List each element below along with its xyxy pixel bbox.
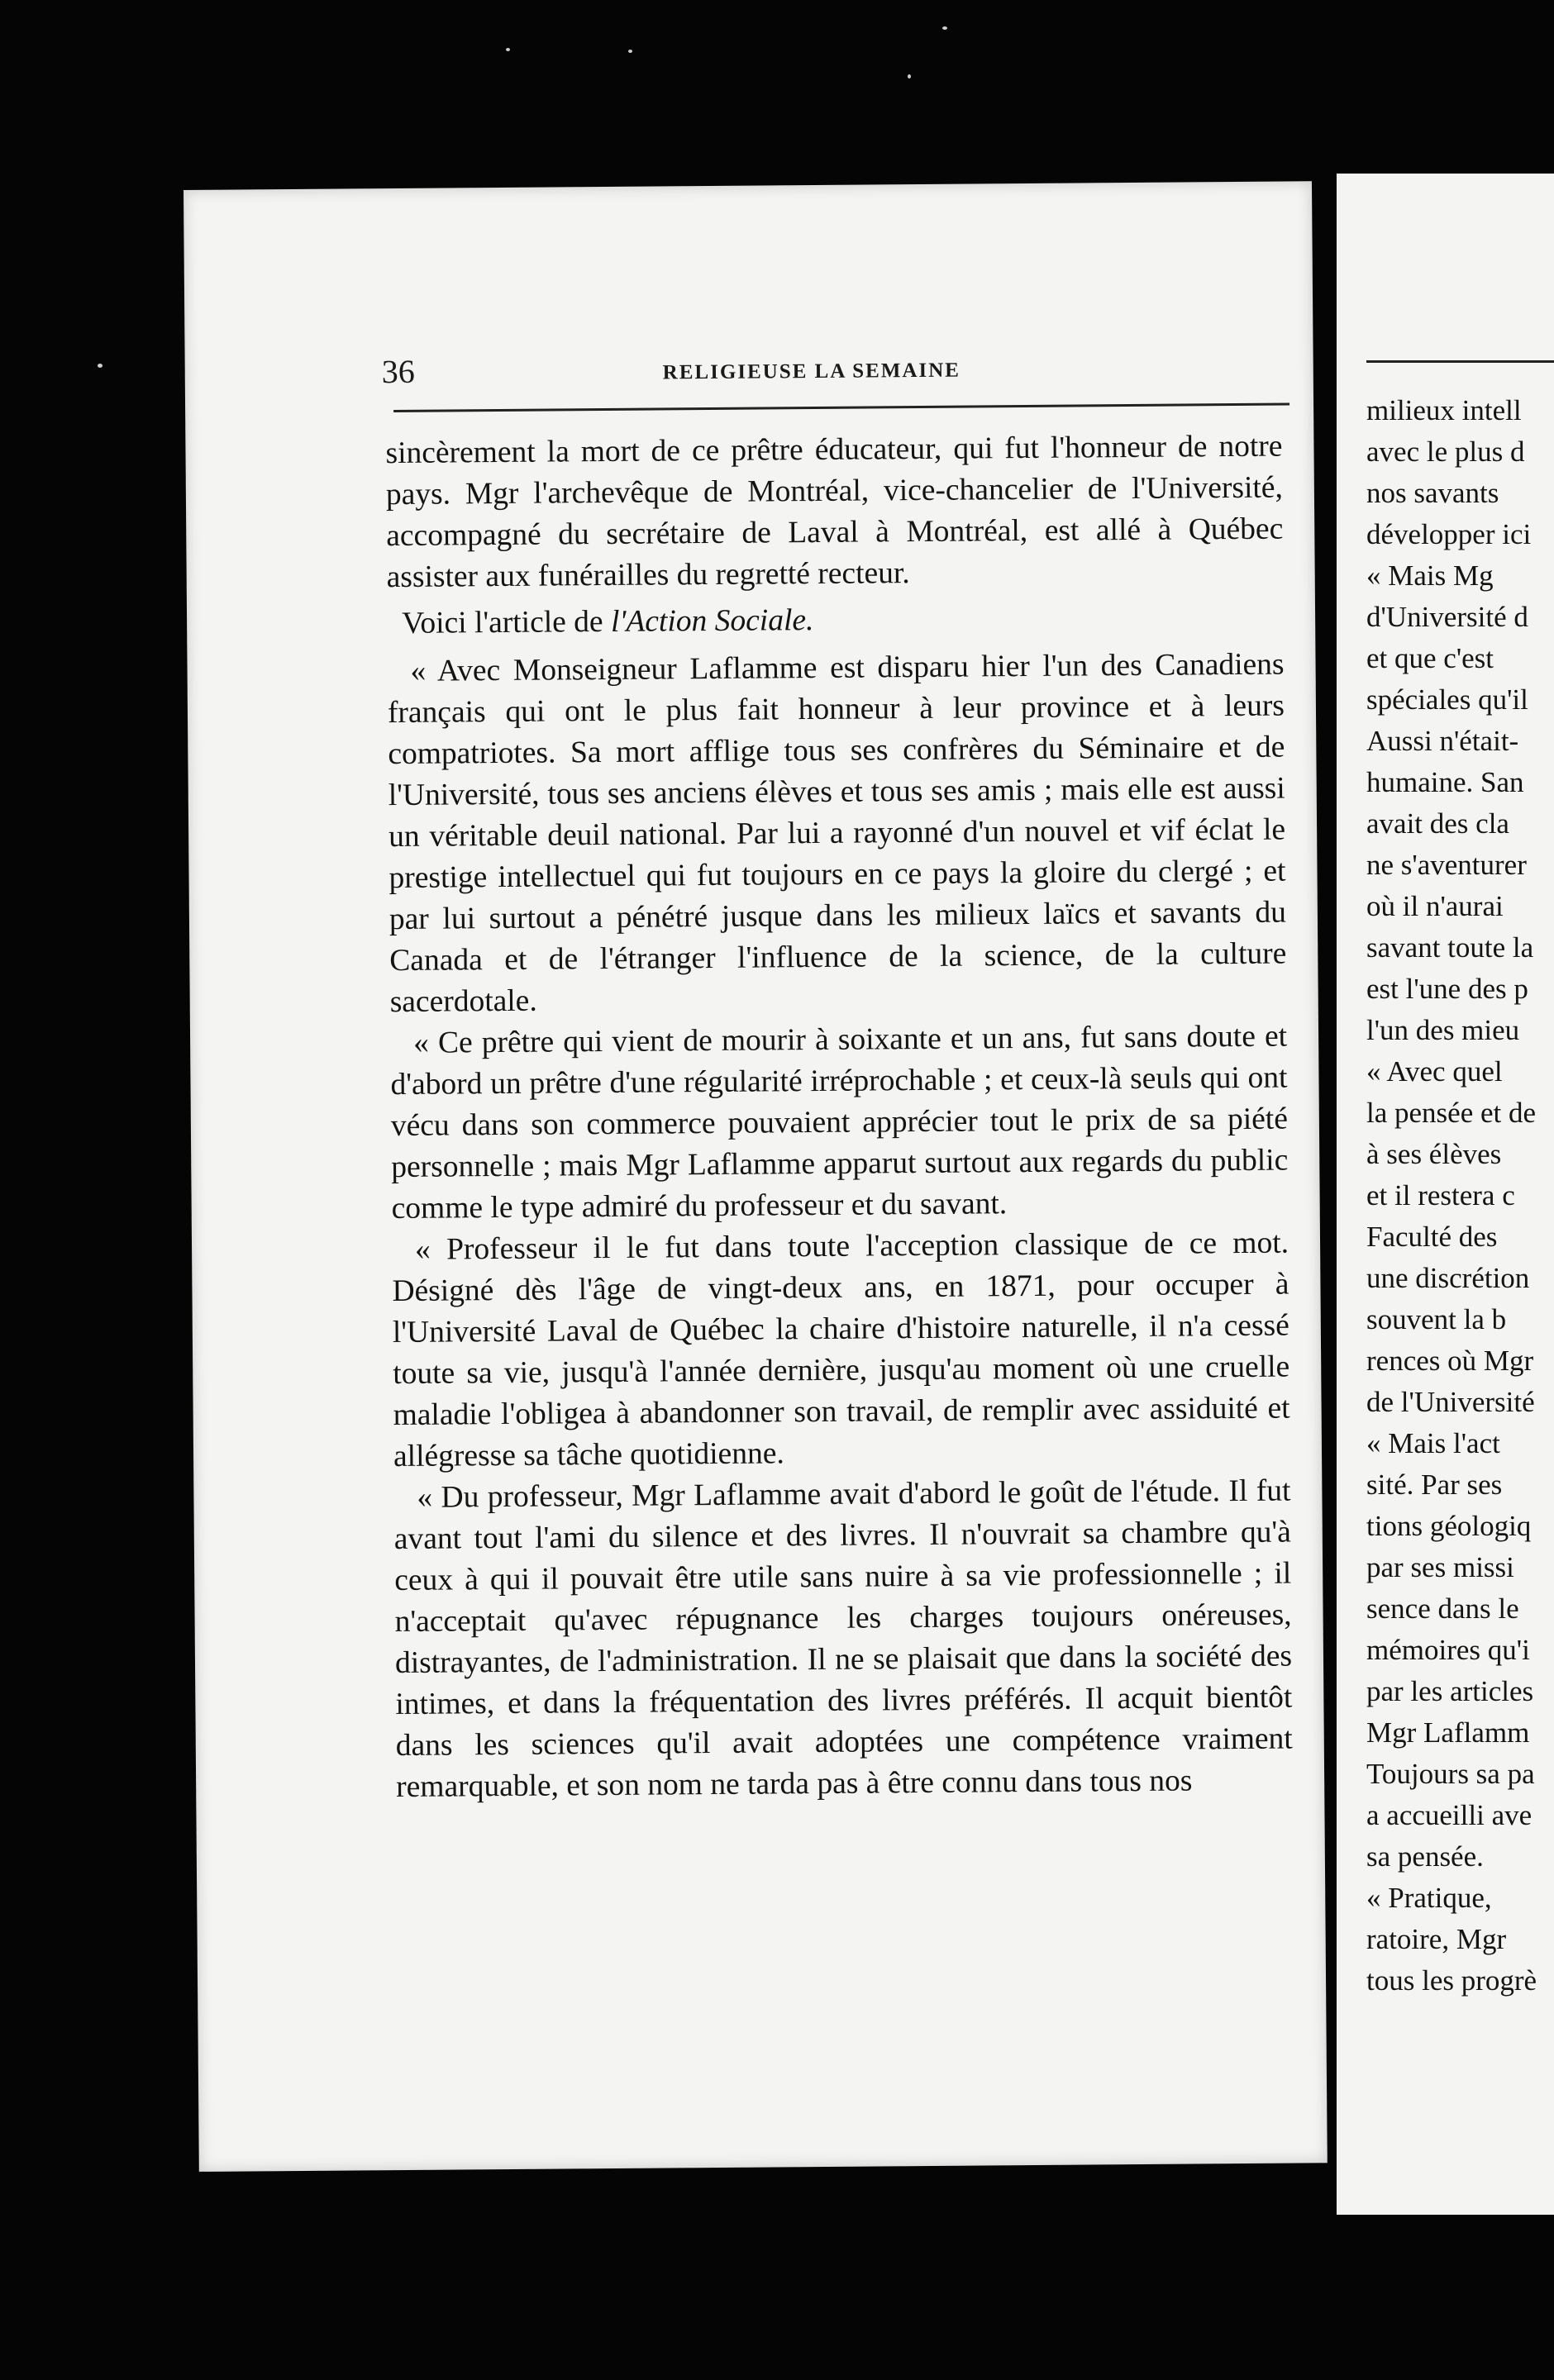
- paragraph: « Avec Monseigneur Laflamme est disparu hier l'un des Canadiens français qui ont le plus fait honneur à leur province et à leurs compatriotes. Sa mort afflige tous ses confrères du Séminaire et de l'Université, tous ses anciens élèves et tous ses amis ; mais elle est aussi un véritable deuil national. Par lui a rayonné d'un nouvel et vif éclat le prestige intellectuel qui fut toujours en ce pays la gloire du clergé ; et par lui surtout a pénétré jusque dans les milieux laïcs et savants du Canada et de l'étranger l'influence de la science, de la culture sacerdotale.: [387, 647, 1287, 1020]
- facing-text-line: humaine. San: [1366, 766, 1524, 798]
- facing-text-line: d'Université d: [1366, 601, 1528, 633]
- facing-text-line: la pensée et de: [1366, 1097, 1537, 1129]
- facing-text-line: où il n'aurai: [1366, 890, 1504, 922]
- running-title: RELIGIEUSE LA SEMAINE: [662, 359, 961, 384]
- facing-text-line: et il restera c: [1366, 1179, 1515, 1211]
- paragraph: « Ce prêtre qui vient de mourir à soixante et un ans, fut sans doute et d'abord un prêtre d'une régularité irréprochable ; et ceux-là seuls qui ont vécu dans son commerce pouvaient apprécier tout le prix de sa piété personnelle ; mais Mgr Laflamme apparut surtout aux regards du public comme le type admiré du professeur et du savant.: [390, 1019, 1289, 1226]
- paragraph: « Professeur il le fut dans toute l'acception classique de ce mot. Désigné dès l'âge de vingt-deux ans, en 1871, pour occuper à l'Université Laval de Québec la chaire d'histoire naturelle, il n'a cessé toute sa vie, jusqu'à l'année dernière, jusqu'au moment où une cruelle maladie l'obligea à abandonner son travail, de remplir avec assiduité et allégresse sa tâche quotidienne.: [392, 1226, 1290, 1474]
- left-page: [184, 181, 1328, 2172]
- facing-text-line: l'un des mieu: [1366, 1014, 1520, 1046]
- dust-speck: [506, 48, 510, 51]
- facing-text-line: ratoire, Mgr: [1366, 1923, 1507, 1955]
- intro-text: Voici l'article de: [401, 604, 612, 640]
- paragraph: « Du professeur, Mgr Laflamme avait d'abord le goût de l'étude. Il fut avant tout l'ami du silence et des livres. Il n'ouvrait sa chambre qu'à ceux à qui il pouvait être utile sans nuire à sa vie professionnelle ; il n'acceptait qu'avec répugnance les charges toujours onéreuses, distrayantes, de l'administration. Il ne se plaisait que dans la société des intimes, et dans la fréquentation des livres préférés. Il acquit bientôt dans les sciences qu'il avait adoptées une compétence vraiment remarquable, et son nom ne tarda pas à être connu dans tous nos: [393, 1473, 1293, 1805]
- facing-text-line: avec le plus d: [1366, 436, 1525, 468]
- facing-text-line: « Avec quel: [1366, 1055, 1503, 1088]
- facing-text-line: Mgr Laflamm: [1366, 1716, 1530, 1749]
- facing-text-line: à ses élèves: [1366, 1138, 1502, 1170]
- header-rule: [1366, 360, 1554, 363]
- dust-speck: [98, 364, 102, 368]
- facing-text-line: par ses missi: [1366, 1551, 1514, 1583]
- facing-text-line: milieux intell: [1366, 394, 1522, 426]
- facing-text-line: « Mais Mg: [1366, 559, 1494, 592]
- facing-text-line: sité. Par ses: [1366, 1468, 1503, 1501]
- facing-text-line: Faculté des: [1366, 1221, 1498, 1253]
- facing-text-line: « Pratique,: [1366, 1882, 1492, 1914]
- facing-text-line: sence dans le: [1366, 1592, 1519, 1625]
- facing-text-line: développer ici: [1366, 518, 1532, 550]
- running-head: [381, 345, 1287, 391]
- body-text: [385, 426, 1293, 1808]
- facing-text-line: une discrétion: [1366, 1262, 1530, 1294]
- facing-text-line: Aussi n'était-: [1366, 725, 1519, 757]
- facing-text-line: sa pensée.: [1366, 1840, 1484, 1873]
- page-number: 36: [381, 352, 415, 391]
- facing-text-line: tions géologiq: [1366, 1510, 1532, 1542]
- paragraph-intro: [387, 597, 1284, 645]
- header-rule: [393, 402, 1289, 412]
- facing-text-line: est l'une des p: [1366, 973, 1528, 1005]
- facing-text-line: a accueilli ave: [1366, 1799, 1533, 1831]
- paragraph-continuation: sincèrement la mort de ce prêtre éducateur, qui fut l'honneur de notre pays. Mgr l'archevêque de Montréal, vice-chancelier de l'Université, accompagné du secrétaire de Laval à Montréal, est allé à Québec assister aux funérailles du regretté recteur.: [385, 429, 1284, 595]
- facing-text-line: mémoires qu'i: [1366, 1634, 1530, 1666]
- facing-text-line: spéciales qu'il: [1366, 683, 1528, 716]
- dust-speck: [908, 74, 911, 79]
- right-page-partial: [1337, 174, 1554, 2215]
- source-title: l'Action Sociale.: [610, 603, 814, 639]
- facing-text-line: nos savants: [1366, 477, 1499, 509]
- facing-text: [1366, 390, 1554, 2002]
- facing-text-line: avait des cla: [1366, 807, 1509, 840]
- facing-text-line: « Mais l'act: [1366, 1427, 1500, 1459]
- facing-text-line: ne s'aventurer: [1366, 849, 1527, 881]
- facing-text-line: savant toute la: [1366, 931, 1534, 964]
- facing-text-line: par les articles: [1366, 1675, 1534, 1707]
- facing-text-line: souvent la b: [1366, 1303, 1507, 1335]
- facing-text-line: Toujours sa pa: [1366, 1758, 1535, 1790]
- facing-text-line: et que c'est: [1366, 642, 1494, 674]
- facing-text-line: tous les progrè: [1366, 1964, 1537, 1997]
- dust-speck: [628, 50, 632, 53]
- facing-text-line: de l'Université: [1366, 1386, 1535, 1418]
- dust-speck: [942, 26, 947, 30]
- facing-text-line: rences où Mgr: [1366, 1345, 1534, 1377]
